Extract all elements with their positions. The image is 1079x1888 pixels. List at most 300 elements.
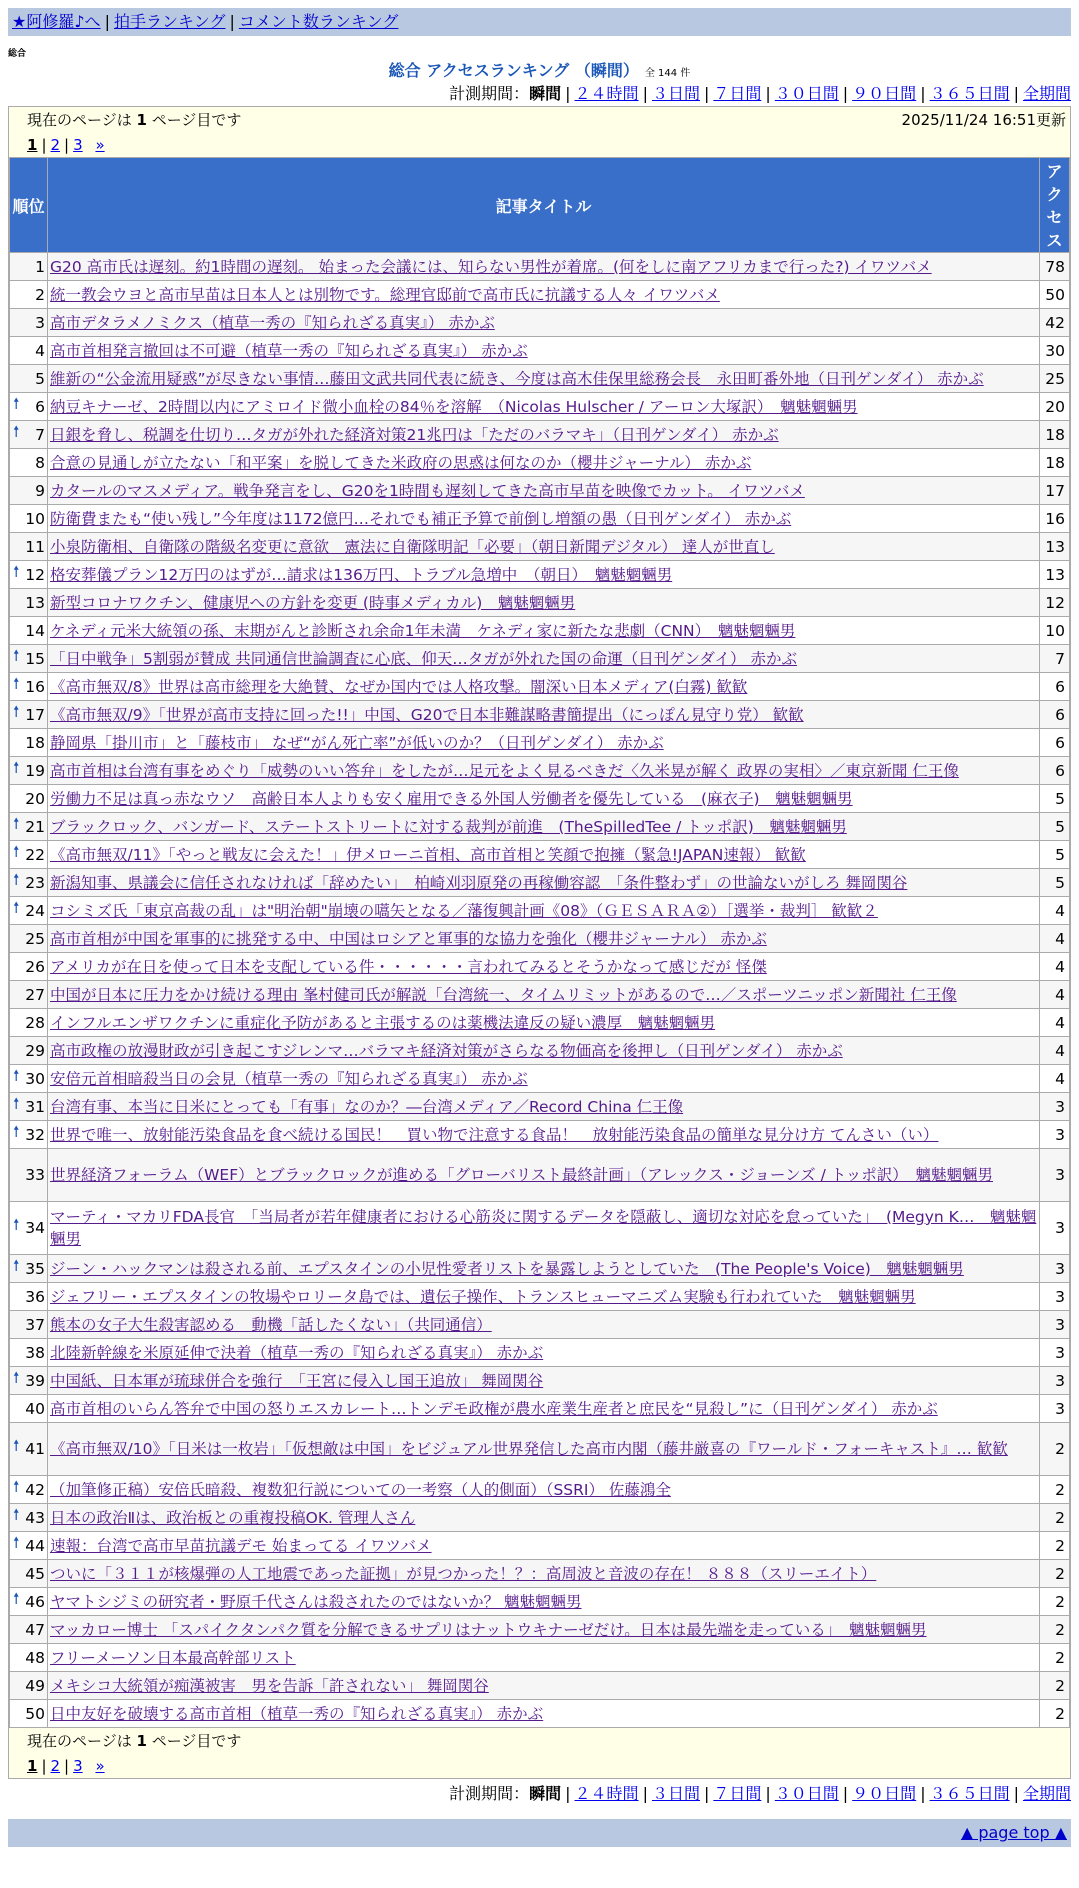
title-cell: [48, 1532, 1040, 1560]
rank-cell: [10, 253, 48, 281]
title-cell: [48, 309, 1040, 337]
access-count: 2: [1040, 1616, 1070, 1644]
access-count: 6: [1040, 673, 1070, 701]
article-link[interactable]: 《高市無双/8》世界は高市総理を大絶賛、なぜか国内では人格攻撃。闇深い日本メディア(白霧) 歓歓: [50, 677, 748, 696]
article-link[interactable]: コシミズ氏「東京高裁の乱」は"明治朝"崩壊の嚆矢となる／藩復興計画《08》（ＧＥＳＡＲＡ②）［選挙・裁判］ 歓歓２: [50, 901, 878, 920]
pager-link-3[interactable]: »: [95, 136, 105, 154]
table-row: [10, 505, 1070, 533]
up-arrow-icon: 🠕: [13, 897, 20, 916]
rank-number: 26: [25, 957, 45, 976]
article-link[interactable]: 日中友好を破壊する高市首相（植草一秀の『知られざる真実』） 赤かぶ: [50, 1704, 544, 1723]
title-cell: [48, 1395, 1040, 1423]
up-arrow-icon: 🠕: [13, 1121, 20, 1140]
table-row: [10, 589, 1070, 617]
access-count: 17: [1040, 477, 1070, 505]
pager-link-1[interactable]: 2: [50, 136, 61, 154]
article-link[interactable]: 中国紙、日本軍が琉球併合を強行 「王宮に侵入し国王追放」 舞岡関谷: [50, 1371, 544, 1390]
access-count: 2: [1040, 1644, 1070, 1672]
title-cell: [48, 281, 1040, 309]
up-arrow-icon: 🠕: [13, 393, 20, 412]
period-separator: |: [765, 1784, 771, 1803]
table-row: [10, 869, 1070, 897]
title-cell: [48, 561, 1040, 589]
rank-number: 34: [25, 1219, 45, 1237]
up-arrow-icon: 🠕: [13, 869, 20, 888]
title-cell: [48, 785, 1040, 813]
top-period-link-2[interactable]: ３日間: [651, 84, 700, 103]
rank-number: 10: [25, 509, 45, 528]
rank-cell: [10, 1644, 48, 1672]
article-link[interactable]: カタールのマスメディア。戦争発言をし、G20を1時間も遅刻してきた高市早苗を映像でカット。 イワツバメ: [50, 481, 805, 500]
rank-cell: [10, 1672, 48, 1700]
pager-link-2[interactable]: 3: [73, 1757, 83, 1775]
table-row: [10, 813, 1070, 841]
article-link[interactable]: 高市デタラメノミクス（植草一秀の『知られざる真実』） 赤かぶ: [50, 313, 495, 332]
rank-number: 37: [25, 1315, 45, 1334]
article-link[interactable]: 新型コロナワクチン、健康児への方針を変更 (時事メディカル) 魑魅魍魎男: [50, 593, 576, 612]
period-separator: |: [842, 84, 849, 103]
up-arrow-icon: 🠕: [13, 1093, 20, 1112]
table-row: [10, 1532, 1070, 1560]
title-cell: [48, 953, 1040, 981]
table-row: [10, 1009, 1070, 1037]
title-cell: [48, 1423, 1040, 1476]
rank-cell: [10, 589, 48, 617]
article-link[interactable]: 世界経済フォーラム（WEF）とブラックロックが進める「グローバリスト最終計画」（アレックス・ジョーンズ / トッポ訳） 魑魅魍魎男: [50, 1166, 994, 1184]
access-count: 2: [1040, 1672, 1070, 1700]
table-row: [10, 1255, 1070, 1283]
rank-cell: [10, 1339, 48, 1367]
access-count: 4: [1040, 925, 1070, 953]
bottom-period-link-2[interactable]: ３日間: [651, 1784, 700, 1803]
access-count: 12: [1040, 589, 1070, 617]
article-link[interactable]: 「日中戦争」5割弱が賛成 共同通信世論調査に心底、仰天…タガが外れた国の命運（日刊ゲンダイ） 赤かぶ: [50, 649, 797, 668]
rank-number: 1: [35, 257, 45, 276]
rank-cell: [10, 1588, 48, 1616]
pager-current: 1: [27, 136, 38, 154]
comment-ranking-link[interactable]: コメント数ランキング: [238, 12, 399, 31]
up-arrow-icon: 🠕: [13, 1504, 20, 1523]
title-cell: [48, 701, 1040, 729]
table-row: [10, 645, 1070, 673]
access-count: 4: [1040, 1065, 1070, 1093]
up-arrow-icon: 🠕: [13, 1215, 20, 1234]
rank-cell: [10, 1093, 48, 1121]
article-link[interactable]: 安倍元首相暗殺当日の会見（植草一秀の『知られざる真実』） 赤かぶ: [50, 1069, 528, 1088]
rank-cell: [10, 1037, 48, 1065]
rank-number: 46: [25, 1592, 45, 1611]
rank-number: 13: [25, 593, 45, 612]
rank-number: 9: [35, 481, 45, 500]
access-count: 3: [1040, 1149, 1070, 1202]
title-cell: [48, 729, 1040, 757]
access-count: 3: [1040, 1395, 1070, 1423]
title-cell: [48, 1283, 1040, 1311]
title-cell: [48, 841, 1040, 869]
access-count: 4: [1040, 981, 1070, 1009]
title-cell: [48, 1093, 1040, 1121]
article-link[interactable]: ヤマトシジミの研究者・野原千代さんは殺されたのではないか？ 魑魅魍魎男: [50, 1592, 582, 1611]
article-link[interactable]: 統一教会ウヨと高市早苗は日本人とは別物です。総理官邸前で高市氏に抗議する人々 イワツバメ: [50, 285, 720, 304]
rank-number: 25: [25, 929, 45, 948]
table-row: [10, 981, 1070, 1009]
table-row: [10, 393, 1070, 421]
rank-number: 16: [25, 677, 45, 696]
title-cell: [48, 393, 1040, 421]
article-link[interactable]: 《高市無双/9》「世界が高市支持に回った!!」中国、G20で日本非難謀略書簡提出（にっぽん見守り党） 歓歓: [50, 705, 804, 724]
table-row: [10, 1560, 1070, 1588]
page-status-suffix: ページ目です: [151, 1732, 242, 1750]
title-cell: [48, 477, 1040, 505]
period-separator: |: [642, 84, 648, 103]
article-link[interactable]: 日本の政治Ⅱは、政治板との重複投稿OK. 管理人さん: [50, 1508, 416, 1527]
page-info-bottom: [9, 1728, 1070, 1754]
access-header: アクセス: [1040, 158, 1070, 253]
page-status: [27, 1728, 241, 1754]
article-link[interactable]: 高市政権の放漫財政が引き起こすジレンマ…バラマキ経済対策がさらなる物価高を後押し（日刊ゲンダイ） 赤かぶ: [50, 1041, 843, 1060]
title-cell: [48, 589, 1040, 617]
rank-number: 45: [25, 1564, 45, 1583]
article-link[interactable]: 静岡県「掛川市」と「藤枝市」 なぜ“がん死亡率”が低いのか？（日刊ゲンダイ） 赤かぶ: [50, 733, 664, 752]
title-cell: [48, 1149, 1040, 1202]
title-cell: [48, 869, 1040, 897]
article-link[interactable]: アメリカが在日を使って日本を支配している件・・・・・・言われてみるとそうかなって感じだが 怪傑: [50, 957, 767, 976]
title-cell: [48, 1065, 1040, 1093]
pager-separator: [83, 136, 96, 154]
rank-number: 50: [25, 1704, 45, 1723]
article-link[interactable]: ジェフリー・エプスタインの牧場やロリータ島では、遺伝子操作、トランスヒューマニズム実験も行われていた 魑魅魍魎男: [50, 1287, 916, 1306]
rank-cell: [10, 337, 48, 365]
up-arrow-icon: 🠕: [13, 1436, 20, 1455]
access-count: 6: [1040, 701, 1070, 729]
period-separator: |: [1013, 84, 1019, 103]
period-label: 計測期間：: [449, 1784, 530, 1803]
up-arrow-icon: 🠕: [13, 757, 20, 776]
table-row: [10, 1037, 1070, 1065]
access-count: 18: [1040, 449, 1070, 477]
pager-separator: |: [41, 1757, 47, 1775]
page-top-link[interactable]: ▲ page top ▲: [960, 1823, 1067, 1842]
period-current: 瞬間: [529, 1784, 562, 1803]
table-row: [10, 673, 1070, 701]
rank-number: 2: [35, 285, 45, 304]
title-cell: [48, 1616, 1040, 1644]
access-count: 13: [1040, 561, 1070, 589]
title-cell: [48, 757, 1040, 785]
page-status-prefix: 現在のページは: [27, 111, 132, 129]
table-row: [10, 281, 1070, 309]
pager-link-1[interactable]: 2: [50, 1757, 61, 1775]
article-link[interactable]: 世界で唯一、放射能汚染食品を食べ続ける国民！ 買い物で注意する食品！ 放射能汚染食品の簡単な見分け方 てんさい（い）: [50, 1125, 939, 1144]
clap-ranking-link[interactable]: 拍手ランキング: [113, 12, 226, 31]
rank-cell: [10, 1504, 48, 1532]
article-link[interactable]: 小泉防衛相、自衛隊の階級名変更に意欲 憲法に自衛隊明記「必要」（朝日新聞デジタル） 達人が世直し: [50, 537, 775, 556]
article-link[interactable]: フリーメーソン日本最高幹部リスト: [50, 1648, 296, 1667]
access-count: 2: [1040, 1588, 1070, 1616]
rank-number: 47: [25, 1620, 45, 1639]
up-arrow-icon: 🠕: [13, 1367, 20, 1386]
table-row: [10, 477, 1070, 505]
access-count: 2: [1040, 1532, 1070, 1560]
table-row: [10, 1395, 1070, 1423]
title-cell: [48, 981, 1040, 1009]
table-row: [10, 1700, 1070, 1728]
period-current: 瞬間: [529, 84, 562, 103]
rank-cell: [10, 757, 48, 785]
article-link[interactable]: 高市首相のいらん答弁で中国の怒りエスカレート…トンデモ政権が農水産業生産者と庶民を“見殺し”に（日刊ゲンダイ） 赤かぶ: [50, 1399, 938, 1418]
title-cell: [48, 1476, 1040, 1504]
article-link[interactable]: 《高市無双/11》「やっと戦友に会えた！」伊メローニ首相、高市首相と笑顔で抱擁（緊急!JAPAN速報） 歓歓: [50, 845, 806, 864]
access-count: 4: [1040, 1009, 1070, 1037]
pager-link-2[interactable]: 3: [73, 136, 83, 154]
rank-cell: [10, 897, 48, 925]
access-count: 5: [1040, 785, 1070, 813]
ranking-panel: [8, 106, 1071, 1779]
article-link[interactable]: 防衛費またも“使い残し”今年度は1172億円…それでも補正予算で前倒し増額の愚（日刊ゲンダイ） 赤かぶ: [50, 509, 792, 528]
access-count: 3: [1040, 1121, 1070, 1149]
rank-number: 6: [35, 397, 45, 416]
article-link[interactable]: 熊本の女子大生殺害認める 動機「話したくない」（共同通信）: [50, 1315, 492, 1334]
rank-number: 31: [25, 1097, 45, 1116]
rank-cell: [10, 449, 48, 477]
article-link[interactable]: 格安葬儀プラン12万円のはずが…請求は136万円、トラブル急増中 （朝日） 魑魅魍魎男: [50, 565, 673, 584]
title-cell: [48, 645, 1040, 673]
bottom-period-link-1[interactable]: ２４時間: [574, 1784, 639, 1803]
up-arrow-icon: 🠕: [13, 1065, 20, 1084]
pager-bottom: [9, 1754, 1070, 1778]
rank-number: 29: [25, 1041, 45, 1060]
rank-number: 22: [25, 845, 45, 864]
table-row: [10, 253, 1070, 281]
rank-number: 21: [25, 817, 45, 836]
rank-cell: [10, 925, 48, 953]
article-link[interactable]: ジーン・ハックマンは殺される前、エプスタインの小児性愛者リストを暴露しようとしていた (The People's Voice) 魑魅魍魎男: [50, 1259, 964, 1278]
access-count: 2: [1040, 1504, 1070, 1532]
title-cell: [48, 813, 1040, 841]
period-separator: |: [703, 84, 710, 103]
pager-current: 1: [27, 1757, 38, 1775]
rank-cell: [10, 1283, 48, 1311]
rank-number: 40: [25, 1399, 45, 1418]
bottom-period-link-4[interactable]: ３０日間: [774, 1784, 839, 1803]
access-count: 10: [1040, 617, 1070, 645]
period-selector-bottom: [8, 1779, 1071, 1809]
table-row: [10, 1339, 1070, 1367]
up-arrow-icon: 🠕: [13, 421, 20, 440]
article-link[interactable]: ついに「３１１が核爆弾の人工地震であった証拠」が見つかった！？：高周波と音波の存在！ ８８８（スリーエイト）: [50, 1564, 877, 1583]
article-link[interactable]: 高市首相発言撤回は不可避（植草一秀の『知られざる真実』） 赤かぶ: [50, 341, 528, 360]
table-row: [10, 701, 1070, 729]
table-row: [10, 1588, 1070, 1616]
article-link[interactable]: 速報：台湾で高市早苗抗議デモ 始まってる イワツバメ: [50, 1536, 432, 1555]
title-cell: [48, 1202, 1040, 1255]
rank-cell: [10, 309, 48, 337]
rank-cell: [10, 617, 48, 645]
table-row: [10, 1283, 1070, 1311]
table-row: [10, 561, 1070, 589]
rank-cell: [10, 1476, 48, 1504]
article-link[interactable]: ケネディ元米大統領の孫、末期がんと診断され余命1年未満 ケネディ家に新たな悲劇（CNN） 魑魅魍魎男: [50, 621, 796, 640]
up-arrow-icon: 🠕: [13, 561, 20, 580]
title-cell: [48, 1339, 1040, 1367]
nav-separator: |: [229, 12, 235, 31]
table-row: [10, 309, 1070, 337]
period-separator: |: [703, 1784, 710, 1803]
page-status-suffix: ページ目です: [151, 111, 242, 129]
access-count: 3: [1040, 1367, 1070, 1395]
rank-cell: [10, 1202, 48, 1255]
rank-cell: [10, 1065, 48, 1093]
title-cell: [48, 337, 1040, 365]
table-header: [10, 158, 1070, 253]
article-link[interactable]: （加筆修正稿）安倍氏暗殺、複数犯行説についての一考察（人的側面）（SSRI） 佐藤鴻全: [50, 1480, 671, 1499]
rank-number: 24: [25, 901, 45, 920]
rank-cell: [10, 1149, 48, 1202]
rank-cell: [10, 477, 48, 505]
rank-cell: [10, 869, 48, 897]
rank-number: 41: [25, 1440, 45, 1458]
table-row: [10, 785, 1070, 813]
pager-separator: |: [64, 136, 70, 154]
pager-separator: |: [64, 1757, 70, 1775]
bottom-period-link-7[interactable]: 全期間: [1022, 1784, 1071, 1803]
period-separator: |: [565, 84, 571, 103]
pager-separator: [83, 1757, 96, 1775]
table-row: [10, 1504, 1070, 1532]
top-period-link-6[interactable]: ３６５日間: [929, 84, 1010, 103]
rank-number: 15: [25, 649, 45, 668]
page-title-text: 総合 アクセスランキング （瞬間）: [388, 61, 639, 80]
title-cell: [48, 421, 1040, 449]
table-row: [10, 729, 1070, 757]
access-count: 18: [1040, 421, 1070, 449]
access-count: 7: [1040, 645, 1070, 673]
article-link[interactable]: 新潟知事、県議会に信任されなければ「辞めたい」 柏崎刈羽原発の再稼働容認 「条件整わず」の世論ないがしろ 舞岡関谷: [50, 873, 908, 892]
rank-number: 36: [25, 1287, 45, 1306]
article-link[interactable]: 高市首相が中国を軍事的に挑発する中、中国はロシアと軍事的な協力を強化（櫻井ジャーナル） 赤かぶ: [50, 929, 767, 948]
top-period-link-1[interactable]: ２４時間: [574, 84, 639, 103]
article-link[interactable]: 北陸新幹線を米原延伸で決着（植草一秀の『知られざる真実』） 赤かぶ: [50, 1343, 544, 1362]
article-link[interactable]: 台湾有事、本当に日米にとっても「有事」なのか？―台湾メディア／Record China 仁王像: [50, 1097, 684, 1116]
article-link[interactable]: ブラックロック、バンガード、ステートストリートに対する裁判が前進 (TheSpilledTee / トッポ訳) 魑魅魍魎男: [50, 817, 847, 836]
article-link[interactable]: 納豆キナーゼ、2時間以内にアミロイド微小血栓の84％を溶解 （Nicolas Hulscher / アーロン大塚訳） 魑魅魍魎男: [50, 397, 858, 416]
rank-number: 48: [25, 1648, 45, 1667]
rank-cell: [10, 981, 48, 1009]
period-separator: |: [565, 1784, 571, 1803]
table-row: [10, 1121, 1070, 1149]
article-link[interactable]: 維新の“公金流用疑惑”が尽きない事情…藤田文武共同代表に続き、今度は高木佳保里総務会長 永田町番外地（日刊ゲンダイ） 赤かぶ: [50, 369, 984, 388]
up-arrow-icon: 🠕: [13, 1532, 20, 1551]
article-link[interactable]: 合意の見通しが立たない「和平案」を脱してきた米政府の思惑は何なのか（櫻井ジャーナル） 赤かぶ: [50, 453, 752, 472]
rank-cell: [10, 561, 48, 589]
rank-number: 3: [35, 313, 45, 332]
article-link[interactable]: メキシコ大統領が痴漢被害 男を告訴「許されない」 舞岡関谷: [50, 1676, 489, 1695]
period-separator: |: [1013, 1784, 1019, 1803]
access-count: 2: [1040, 1560, 1070, 1588]
access-count: 42: [1040, 309, 1070, 337]
title-cell: [48, 533, 1040, 561]
rank-number: 5: [35, 369, 45, 388]
period-separator: |: [842, 1784, 849, 1803]
pager-separator: |: [41, 136, 47, 154]
article-link[interactable]: 《高市無双/10》「日米は一枚岩」「仮想敵は中国」をビジュアル世界発信した高市内閣（藤井厳喜の『ワールド・フォーキャスト』… 歓歓: [50, 1440, 1008, 1458]
title-cell: [48, 1644, 1040, 1672]
rank-cell: [10, 1367, 48, 1395]
rank-cell: [10, 645, 48, 673]
article-link[interactable]: インフルエンザワクチンに重症化予防があると主張するのは薬機法違反の疑い濃厚 魑魅魍魎男: [50, 1013, 716, 1032]
article-link[interactable]: 日銀を脅し、税調を仕切り…タガが外れた経済対策21兆円は「ただのバラマキ」（日刊ゲンダイ） 赤かぶ: [50, 425, 779, 444]
table-row: [10, 757, 1070, 785]
table-row: [10, 617, 1070, 645]
access-count: 5: [1040, 841, 1070, 869]
access-count: 16: [1040, 505, 1070, 533]
access-count: 2: [1040, 1476, 1070, 1504]
access-count: 3: [1040, 1283, 1070, 1311]
article-link[interactable]: 中国が日本に圧力をかけ続ける理由 峯村健司氏が解説「台湾統一、タイムリミットがあるので…／スポーツニッポン新聞社 仁王像: [50, 985, 957, 1004]
title-cell: [48, 897, 1040, 925]
bottom-period-link-6[interactable]: ３６５日間: [929, 1784, 1010, 1803]
access-count: 4: [1040, 897, 1070, 925]
article-link[interactable]: マーティ・マカリFDA長官 「当局者が若年健康者における心筋炎に関するデータを隠蔽し、適切な対応を怠っていた」 (Megyn K… 魑魅魍魎男: [50, 1208, 1037, 1248]
access-count: 20: [1040, 393, 1070, 421]
rank-number: 4: [35, 341, 45, 360]
table-row: [10, 421, 1070, 449]
article-link[interactable]: 高市首相は台湾有事をめぐり「威勢のいい答弁」をしたが…足元をよく見るべきだ〈久米晃が解く 政界の実相〉／東京新聞 仁王像: [50, 761, 959, 780]
table-row: [10, 533, 1070, 561]
article-link[interactable]: G20 高市氏は遅刻。約1時間の遅刻。 始まった会議には、知らない男性が着席。(何をしに南アフリカまで行った?) イワツバメ: [50, 257, 932, 276]
rank-number: 32: [25, 1125, 45, 1144]
period-separator: |: [920, 1784, 926, 1803]
access-count: 2: [1040, 1700, 1070, 1728]
page-title: [8, 60, 1071, 82]
access-count: 78: [1040, 253, 1070, 281]
table-row: [10, 1476, 1070, 1504]
bottom-period-link-5[interactable]: ９０日間: [852, 1784, 917, 1803]
article-link[interactable]: 労働力不足は真っ赤なウソ 高齢日本人よりも安く雇用できる外国人労働者を優先している (麻衣子) 魑魅魍魎男: [50, 789, 853, 808]
title-cell: [48, 1700, 1040, 1728]
rank-cell: [10, 505, 48, 533]
page-number: 1: [136, 111, 147, 129]
rank-cell: [10, 673, 48, 701]
access-count: 6: [1040, 757, 1070, 785]
access-count: 3: [1040, 1255, 1070, 1283]
rank-number: 43: [25, 1508, 45, 1527]
pager-link-3[interactable]: »: [95, 1757, 105, 1775]
top-period-link-3[interactable]: ７日間: [713, 84, 762, 103]
rank-cell: [10, 953, 48, 981]
title-cell: [48, 1255, 1040, 1283]
up-arrow-icon: 🠕: [13, 645, 20, 664]
table-row: [10, 925, 1070, 953]
home-link[interactable]: ★阿修羅♪へ: [12, 12, 101, 31]
top-period-link-4[interactable]: ３０日間: [774, 84, 839, 103]
page-number: 1: [136, 1732, 147, 1750]
bottom-period-link-3[interactable]: ７日間: [713, 1784, 762, 1803]
up-arrow-icon: 🠕: [13, 813, 20, 832]
title-cell: [48, 925, 1040, 953]
rank-number: 23: [25, 873, 45, 892]
title-cell: [48, 1121, 1040, 1149]
table-row: [10, 365, 1070, 393]
access-count: 6: [1040, 729, 1070, 757]
access-count: 3: [1040, 1202, 1070, 1255]
top-period-link-5[interactable]: ９０日間: [852, 84, 917, 103]
top-period-link-7[interactable]: 全期間: [1022, 84, 1071, 103]
article-link[interactable]: マッカロー博士 「スパイクタンパク質を分解できるサプリはナットウキナーゼだけ。日本は最先端を走っている」 魑魅魍魎男: [50, 1620, 927, 1639]
access-count: 13: [1040, 533, 1070, 561]
rank-cell: [10, 533, 48, 561]
period-selector-top: [8, 82, 1071, 106]
